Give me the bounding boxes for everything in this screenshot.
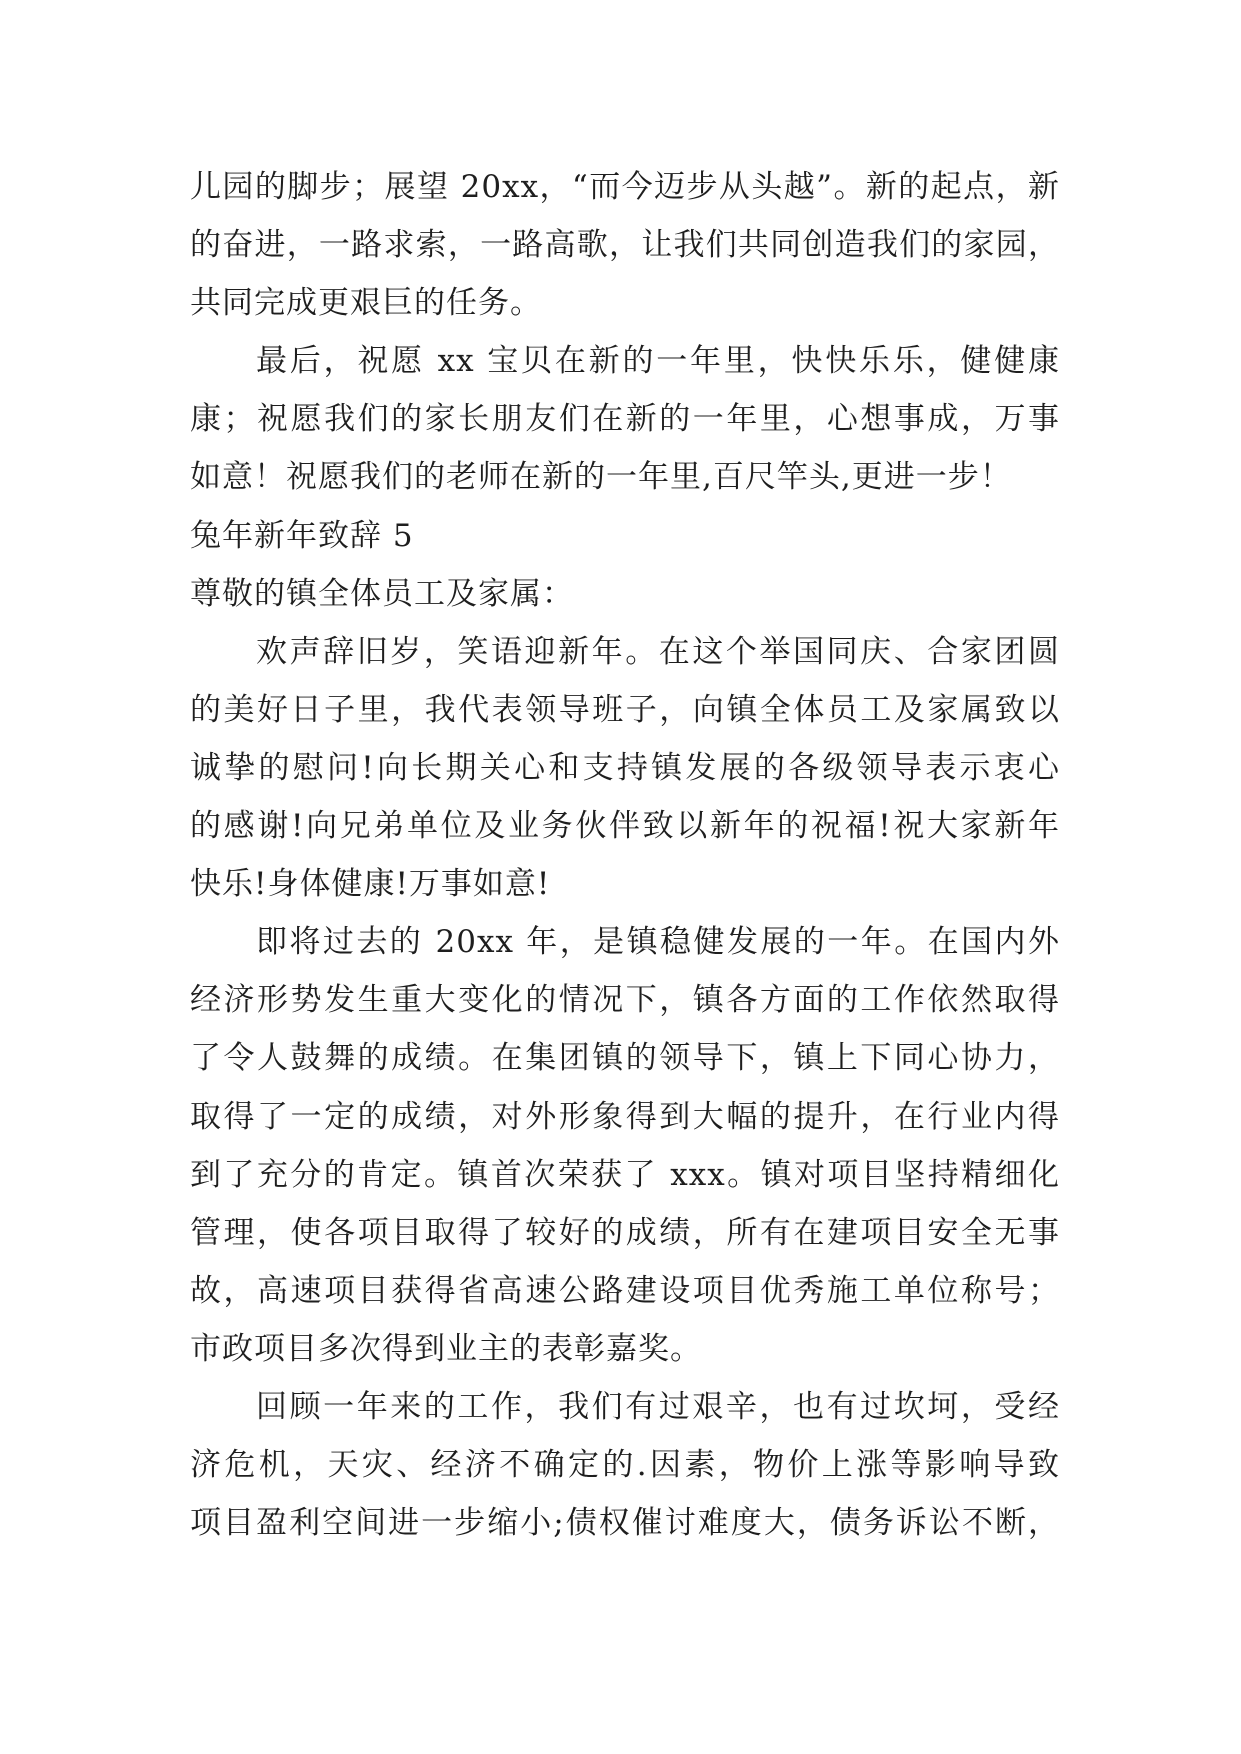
section-heading — [190, 507, 1060, 565]
text-line: 最后，祝愿 xx 宝贝在新的一年里，快快乐乐，健健康 — [256, 343, 1060, 380]
text-line: 欢声辞旧岁，笑语迎新年。在这个举国同庆、合家团圆 — [256, 633, 1060, 670]
paragraph-closing-wishes — [190, 332, 1060, 506]
salutation — [190, 565, 1060, 623]
text-line: 济危机，天灾、经济不确定的.因素，物价上涨等影响导致 — [190, 1447, 1060, 1484]
text-line: 故，高速项目获得省高速公路建设项目优秀施工单位称号； — [190, 1272, 1060, 1309]
paragraph-difficulties — [190, 1378, 1060, 1552]
text-line: 共同完成更艰巨的任务。 — [190, 285, 542, 322]
text-line: 的美好日子里，我代表领导班子，向镇全体员工及家属致以 — [190, 691, 1060, 728]
text-line: 诚挚的慰问!向长期关心和支持镇发展的各级领导表示衷心 — [190, 749, 1060, 786]
text-line: 经济形势发生重大变化的情况下，镇各方面的工作依然取得 — [190, 982, 1060, 1019]
text-line: 市政项目多次得到业主的表彰嘉奖。 — [190, 1330, 702, 1367]
paragraph-new-year-greeting — [190, 623, 1060, 913]
text-line: 回顾一年来的工作，我们有过艰辛，也有过坎坷，受经 — [256, 1388, 1060, 1425]
text-line: 项目盈利空间进一步缩小;债权催讨难度大，债务诉讼不断， — [190, 1505, 1060, 1542]
paragraph-kindergarten-outlook — [190, 158, 1060, 332]
heading-text: 兔年新年致辞 5 — [190, 517, 414, 554]
text-line: 管理，使各项目取得了较好的成绩，所有在建项目安全无事 — [190, 1214, 1060, 1251]
text-line: 了令人鼓舞的成绩。在集团镇的领导下，镇上下同心协力， — [190, 1040, 1060, 1077]
text-line: 的奋进，一路求索，一路高歌，让我们共同创造我们的家园， — [190, 227, 1060, 264]
text-line: 的感谢!向兄弟单位及业务伙伴致以新年的祝福!祝大家新年 — [190, 808, 1060, 845]
document-body — [190, 158, 1060, 1552]
text-line: 快乐!身体健康!万事如意! — [190, 866, 551, 903]
paragraph-year-review — [190, 913, 1060, 1378]
text-line: 到了充分的肯定。镇首次荣获了 xxx。镇对项目坚持精细化 — [190, 1156, 1060, 1193]
salutation-text: 尊敬的镇全体员工及家属： — [190, 575, 574, 612]
text-line: 儿园的脚步；展望 20xx，“而今迈步从头越”。新的起点，新 — [190, 169, 1060, 205]
text-line: 取得了一定的成绩，对外形象得到大幅的提升，在行业内得 — [190, 1098, 1060, 1135]
text-line: 如意！祝愿我们的老师在新的一年里,百尺竿头,更进一步！ — [190, 459, 1012, 496]
text-line: 即将过去的 20xx 年，是镇稳健发展的一年。在国内外 — [256, 924, 1060, 961]
text-line: 康；祝愿我们的家长朋友们在新的一年里，心想事成，万事 — [190, 401, 1060, 438]
